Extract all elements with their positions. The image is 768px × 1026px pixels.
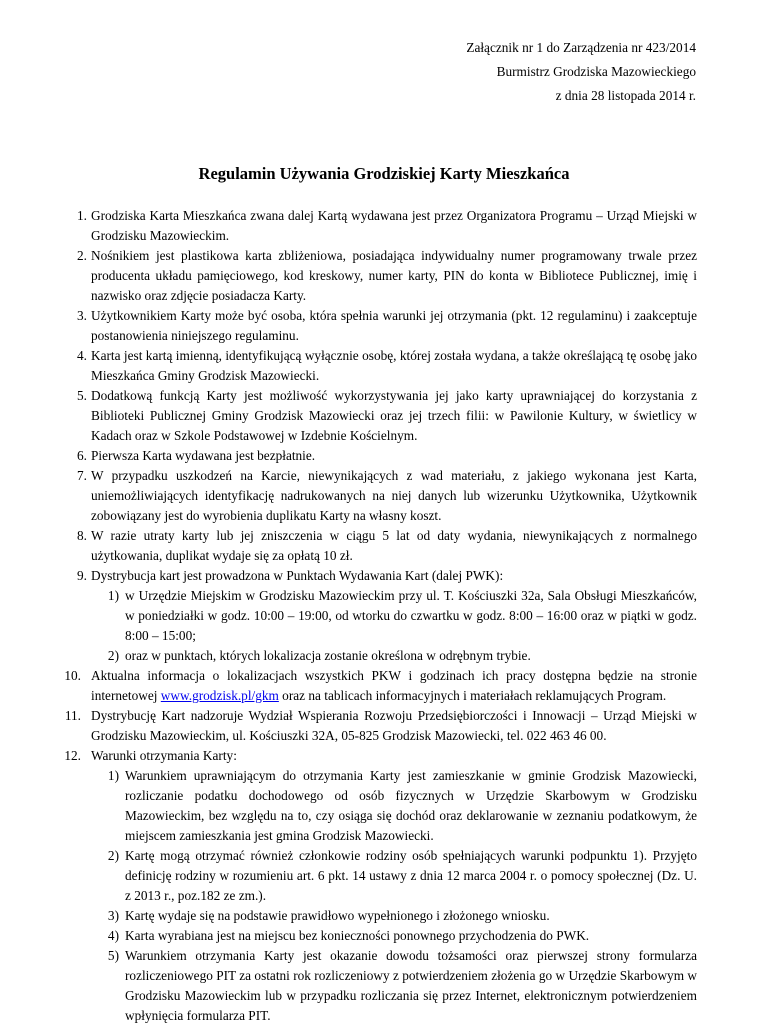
- item-number: 6.: [77, 448, 87, 463]
- list-item: [61, 446, 697, 466]
- item-number: 4.: [77, 348, 87, 363]
- sub-item: [91, 586, 697, 646]
- item-number: 7.: [77, 468, 87, 483]
- sub-item: [91, 766, 697, 846]
- list-item: [61, 206, 697, 246]
- list-item: [61, 246, 697, 306]
- item-text: Dystrybucję Kart nadzoruje Wydział Wspierania Rozwoju Przedsiębiorczości i Innowacji – Urząd Miejski w Grodzisku Mazowieckim, ul. Kościuszki 32A, 05-825 Grodzisk Mazowiecki, tel. 022 463 46 00.: [91, 708, 697, 743]
- sub-item-number: 3): [107, 908, 119, 923]
- sub-item-number: 5): [107, 948, 119, 963]
- sub-item-text: w Urzędzie Miejskim w Grodzisku Mazowieckim przy ul. T. Kościuszki 32a, Sala Obsługi Mieszkańców, w poniedziałki w godz. 10:00 – 19:00, od wtorku do czwartku w godz. 8:00 – 16:00 oraz w piątki w godz. 8:00 – 15:00;: [125, 588, 697, 643]
- item-text: W przypadku uszkodzeń na Karcie, niewynikających z wad materiału, z jakiego wykonana jest Karta, uniemożliwiających identyfikację nadrukowanych na niej danych lub wizerunku Użytkownika, Użytkownik zobowiązany jest do wyrobienia duplikatu Karty na własny koszt.: [91, 468, 697, 523]
- list-item: [61, 306, 697, 346]
- header-date-line: z dnia 28 listopada 2014 r.: [555, 88, 696, 103]
- document-title: Regulamin Używania Grodziskiej Karty Mieszkańca: [198, 164, 570, 183]
- item-number: 1.: [77, 208, 87, 223]
- item-text: Pierwsza Karta wydawana jest bezpłatnie.: [91, 448, 316, 463]
- sub-item-text: Warunkiem uprawniającym do otrzymania Karty jest zamieszkanie w gminie Grodzisk Mazowiecki, rozliczanie podatku dochodowego od osób fizycznych w Urzędzie Skarbowym w Grodzisku Mazowieckim, bez względu na to, czy osiąga się dochód oraz deklarowanie w zeznaniu podatkowym, że miejscem zamieszkania jest gmina Grodzisk Mazowiecki.: [125, 768, 697, 843]
- item-text-after-link: oraz na tablicach informacyjnych i materiałach reklamujących Program.: [278, 688, 667, 703]
- list-item: [61, 526, 697, 566]
- header-attachment-line: Załącznik nr 1 do Zarządzenia nr 423/2014: [466, 40, 696, 55]
- sub-item: [91, 846, 697, 906]
- item-text: Dodatkową funkcją Karty jest możliwość wykorzystywania jej jako karty uprawniającej do korzystania z Biblioteki Publicznej Gminy Grodzisk Mazowiecki oraz jej trzech filii: w Pawilonie Kultury, w świetlicy w Kadach oraz w Szkole Podstawowej w Izdebnie Kościelnym.: [91, 388, 697, 443]
- item-text: Warunki otrzymania Karty:: [91, 748, 237, 763]
- sub-item-text: Karta wyrabiana jest na miejscu bez konieczności ponownego przychodzenia do PWK.: [125, 928, 590, 943]
- item-number: 3.: [77, 308, 87, 323]
- list-item: [61, 706, 697, 746]
- list-item: [61, 666, 697, 706]
- list-item: [61, 346, 697, 386]
- header-mayor-line: Burmistrz Grodziska Mazowieckiego: [496, 64, 696, 79]
- list-item: [61, 386, 697, 446]
- item-text: W razie utraty karty lub jej zniszczenia w ciągu 5 lat od daty wydania, niewynikających z normalnego użytkowania, duplikat wydaje się za opłatą 10 zł.: [91, 528, 697, 563]
- item-text-before-link: Aktualna informacja o lokalizacjach wszystkich PKW i godzinach ich pracy dostępna będzie na stronie internetowej: [91, 668, 697, 703]
- sub-item-number: 1): [107, 768, 119, 783]
- item-text: Dystrybucja kart jest prowadzona w Punktach Wydawania Kart (dalej PWK):: [91, 568, 504, 583]
- item-number: 8.: [77, 528, 87, 543]
- sub-item-text: Kartę mogą otrzymać również członkowie rodziny osób spełniających warunki podpunktu 1). Przyjęto definicję rodziny w rozumieniu art. 6 pkt. 14 ustawy z dnia 12 marca 2004 r. o pomocy społecznej (Dz. U. z 2013 r., poz.182 ze zm.).: [125, 848, 697, 903]
- sub-item-number: 1): [107, 588, 119, 603]
- regulations-list: [61, 206, 697, 1026]
- sub-item-number: 2): [107, 648, 119, 663]
- sub-item: [91, 946, 697, 1026]
- list-item: [61, 566, 697, 666]
- sub-item-number: 4): [107, 928, 119, 943]
- item-text: Użytkownikiem Karty może być osoba, która spełnia warunki jej otrzymania (pkt. 12 regulaminu) i zaakceptuje postanowienia niniejszego regulaminu.: [91, 308, 697, 343]
- document-header: [466, 36, 696, 108]
- sub-item-number: 2): [107, 848, 119, 863]
- sub-item: [91, 906, 697, 926]
- sub-item: [91, 646, 697, 666]
- item-number: 10.: [64, 668, 81, 683]
- item-text: Nośnikiem jest plastikowa karta zbliżeniowa, posiadająca indywidualny numer programowany trwale przez producenta układu pamięciowego, kod kreskowy, numer karty, PIN do konta w Bibliotece Publicznej, imię i nazwisko oraz zdjęcie posiadacza Karty.: [91, 248, 697, 303]
- list-item: [61, 466, 697, 526]
- item-number: 12.: [64, 748, 81, 763]
- list-item: [61, 746, 697, 1026]
- item-number: 9.: [77, 568, 87, 583]
- item-number: 11.: [64, 708, 81, 723]
- sub-item-text: Kartę wydaje się na podstawie prawidłowo wypełnionego i złożonego wniosku.: [125, 908, 550, 923]
- sub-item-text: Warunkiem otrzymania Karty jest okazanie dowodu tożsamości oraz pierwszej strony formularza rozliczeniowego PIT za ostatni rok rozliczeniowy z potwierdzeniem złożenia go w Urzędzie Skarbowym w Grodzisku Mazowieckim lub w przypadku rozliczania się przez Internet, elektronicznym potwierdzeniem wpłynięcia formularza PIT.: [125, 948, 697, 1023]
- item-text: Grodziska Karta Mieszkańca zwana dalej Kartą wydawana jest przez Organizatora Programu – Urząd Miejski w Grodzisku Mazowieckim.: [91, 208, 697, 243]
- gkm-website-link[interactable]: www.grodzisk.pl/gkm: [160, 688, 279, 703]
- item-number: 2.: [77, 248, 87, 263]
- sub-item-text: oraz w punktach, których lokalizacja zostanie określona w odrębnym trybie.: [125, 648, 531, 663]
- sub-item: [91, 926, 697, 946]
- item-text: Karta jest kartą imienną, identyfikującą wyłącznie osobę, której została wydana, a także określającą tę osobę jako Mieszkańca Gminy Grodzisk Mazowiecki.: [91, 348, 697, 383]
- item-number: 5.: [77, 388, 87, 403]
